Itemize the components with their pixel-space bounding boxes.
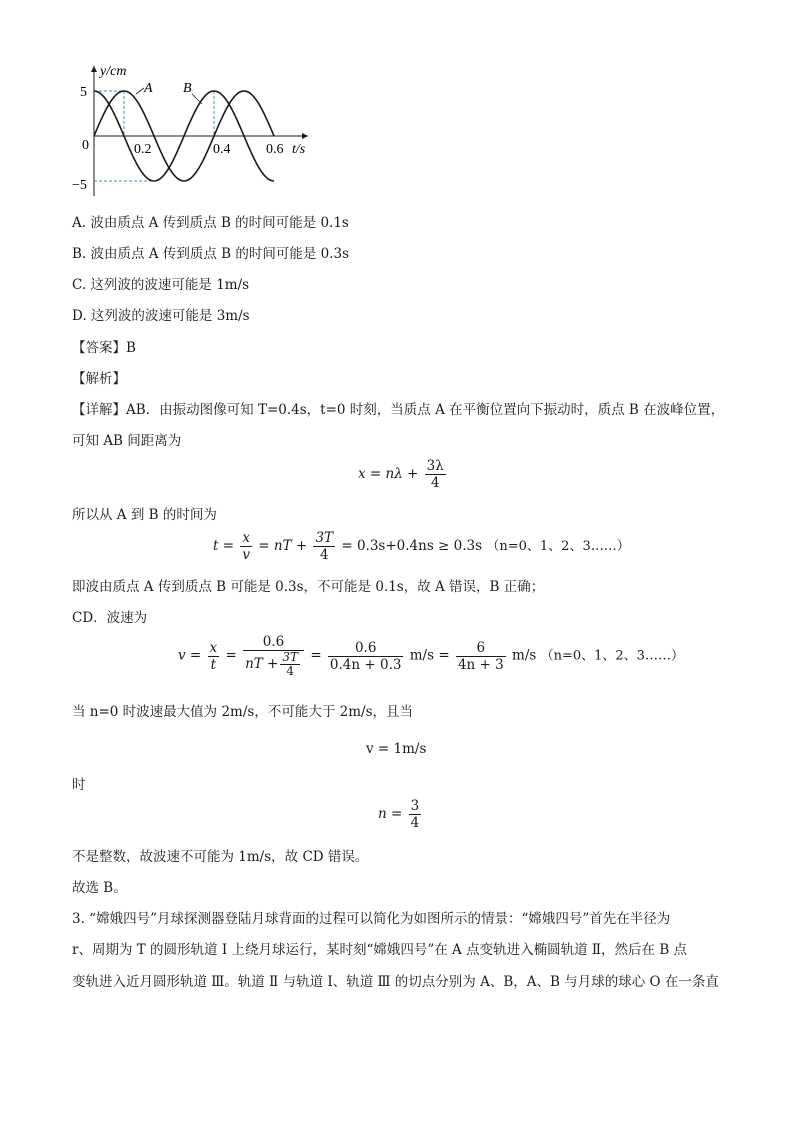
question-3-line-3: 变轨进入近月圆形轨道 Ⅲ。轨道 Ⅱ 与轨道 I、轨道 Ⅲ 的切点分别为 A、B，A、B 与月球的球心 O 在一条直	[72, 974, 719, 990]
origin-label: 0	[82, 138, 89, 153]
cd-line: CD．波速为	[72, 610, 148, 626]
detail-line-1: 【详解】AB．由振动图像可知 T=0.4s，t=0 时刻，当质点 A 在平衡位置向下振动时，质点 B 在波峰位置，	[72, 402, 725, 418]
question-3-line-1: 3. “嫦娥四号”月球探测器登陆月球背面的过程可以简化为如图所示的情景：“嫦娥四号”首先在半径为	[72, 911, 671, 927]
x-tick-0.6: 0.6	[266, 142, 284, 157]
option-d: D. 这列波的波速可能是 3m/s	[72, 308, 250, 324]
y-tick-neg5: −5	[72, 178, 87, 193]
option-c: C. 这列波的波速可能是 1m/s	[72, 277, 250, 293]
x-tick-0.2: 0.2	[134, 142, 152, 157]
question-3-line-2: r、周期为 T 的圆形轨道 I 上绕月球运行，某时刻“嫦娥四号”在 A 点变轨进入椭圆轨道 Ⅱ，然后在 B 点	[72, 942, 688, 958]
curve-a-leader	[136, 88, 144, 94]
curve-b-leader	[192, 94, 202, 104]
equation-n: n = $\frac{3}{4}$	[378, 798, 420, 831]
curve-a-label: A	[144, 81, 153, 96]
equation-speed: v = $\frac{x}{t}$ = 0.6 nT + $\frac{3T}{4}$ = $\frac{0.6}{0.4n + 0.3}$ m/s = $\frac{6}{4n + 3}$ m/s （n=0、1、2、3……）	[178, 634, 684, 678]
option-b: B. 波由质点 A 传到质点 B 的时间可能是 0.3s	[72, 246, 350, 262]
curve-b-label: B	[183, 81, 192, 96]
equation-v1: v = 1m/s	[366, 741, 427, 757]
time-line: 所以从 A 到 B 的时间为	[72, 507, 217, 523]
x-axis-label: t/s	[292, 142, 306, 157]
option-a: A. 波由质点 A 传到质点 B 的时间可能是 0.1s	[72, 215, 349, 231]
when-line: 时	[72, 777, 86, 793]
conclusion-ab: 即波由质点 A 传到质点 B 可能是 0.3s，不可能是 0.1s，故 A 错误，B 正确；	[72, 579, 545, 595]
answer: 【答案】B	[72, 340, 136, 356]
y-axis-label: y/cm	[100, 64, 127, 79]
y-tick-5: 5	[80, 85, 87, 100]
max-speed-line: 当 n=0 时波速最大值为 2m/s，不可能大于 2m/s，且当	[72, 704, 413, 720]
detail-line-2: 可知 AB 间距离为	[72, 433, 182, 449]
x-tick-0.4: 0.4	[213, 142, 231, 157]
analysis-title: 【解析】	[72, 371, 126, 387]
choose-line: 故选 B。	[72, 880, 127, 896]
equation-distance: x = nλ + $\frac{3\lambda}{4}$	[358, 458, 444, 491]
not-integer-line: 不是整数，故波速不可能为 1m/s，故 CD 错误。	[72, 849, 369, 865]
equation-time: t = $\frac{x}{v}$ = nT + $\frac{3T}{4}$ = 0.3s+0.4ns ≥ 0.3s （n=0、1、2、3……）	[213, 530, 630, 563]
wave-graph	[70, 58, 330, 200]
